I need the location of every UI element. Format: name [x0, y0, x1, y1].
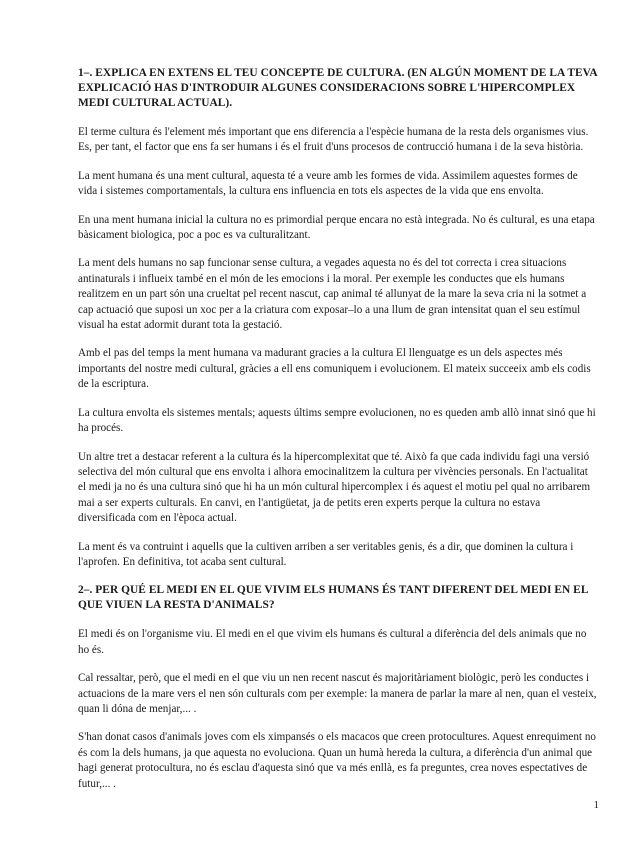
paragraph: El terme cultura és l'element més important que ens diferencia a l'espècie humana de la resta dels organismes vius. Es, per tant, el factor que ens fa ser humans i és el fruit d'uns procesos de contrucció humana i de la seva història.: [78, 126, 589, 154]
paragraph: La cultura envolta els sistemes mentals; aquests últims sempre evolucionen, no es queden amb allò innat sinó que hi ha procés.: [78, 406, 596, 435]
paragraph: Amb el pas del temps la ment humana va madurant gracies a la cultura El llenguatge es un dels aspectes més importants del nostre medi cultural, gràcies a ell ens comuniquem i evolucionem. El mateix succeeix amb els codis de la escriptura.: [78, 347, 591, 391]
paragraph: Un altre tret a destacar referent a la cultura és la hipercomplexitat que té. Això fa que cada individu fagi una versió selectiva del món cultural que ens envolta i alhora emocinalitzem la cultura per vivències personals. En l'actualitat el medi ja no és una cultura sinó que hi ha un món cultural hipercomplex i és aquest el motiu pel qual no arribarem mai a ser experts culturals. En canvi, en l'antigüetat, ja de petits eren experts perque la cultura no estava diversificada com en l'època actual.: [78, 450, 591, 525]
paragraph: Cal ressaltar, però, que el medi en el que viu un nen recent nascut és majoritàriament biològic, però les conductes i actuacions de la mare vers el nen són culturals com per exemple: la manera de parlar la mare al nen, quan el vesteix, quan li dóna de menjar,... .: [78, 672, 597, 715]
paragraph: En una ment humana inicial la cultura no es primordial perque encara no està integrada. No és cultural, es una etapa bàsicament biologica, poc a poc es va culturalitzant.: [78, 213, 595, 242]
section-1-heading: 1–. EXPLICA EN EXTENS EL TEU CONCEPTE DE CULTURA. (EN ALGÚN MOMENT DE LA TEVA EXPLICACIÓ HAS D'INTRODUIR ALGUNES CONSIDERACIONS SOBRE L'HIPERCOMPLEX MEDI CULTURAL ACTUAL).: [78, 67, 598, 109]
paragraph: La ment dels humans no sap funcionar sense cultura, a vegades aquesta no és del tot correcta i crea situacions antinaturals i influeix també en el món de les emocions i la moral. Per exemple les conductes que els humans realitzem en un part són una crueltat pel recent nascut, cap animal té allunyat de la mare la seva cria ni la sotmet a cap actuació que suposi un xoc per a la criatura com exposar–lo a una llum de gran intensitat quan el seu estímul visual ha estat adormit durant tota la gestació.: [78, 257, 587, 332]
paragraph: El medi és on l'organisme viu. El medi en el que vivim els humans és cultural a diferència del dels animals que no ho és.: [78, 628, 587, 656]
paragraph: La ment humana és una ment cultural, aquesta té a veure amb les formes de vida. Assimilem aquestes formes de vida i sistemes comportamentals, la cultura ens influencia en tots els aspectes de la vida que ens envolta.: [78, 169, 578, 198]
page-number: 1: [593, 799, 599, 811]
section-2-heading: 2–. PER QUÉ EL MEDI EN EL QUE VIVIM ELS HUMANS ÉS TANT DIFERENT DEL MEDI EN EL QUE VIUEN LA RESTA D'ANIMALS?: [78, 584, 588, 612]
paragraph: S'han donat casos d'animals joves com els ximpansés o els macacos que creen protocultures. Aquest enrequiment no és com la dels humans, ja que aquesta no evoluciona. Quan un humà hereda la cultura, a diferència d'un animal que hagi generat protocultura, no és esclau d'aquesta sinó que va més enllà, es fa preguntes, crea noves espectatives de futur,... .: [78, 731, 596, 790]
paragraph: La ment és va contruint i aquells que la cultiven arriben a ser veritables genis, és a dir, que dominen la cultura i l'aprofen. En definitiva, tot acaba sent cultural.: [78, 540, 574, 568]
page-content: [78, 66, 598, 805]
